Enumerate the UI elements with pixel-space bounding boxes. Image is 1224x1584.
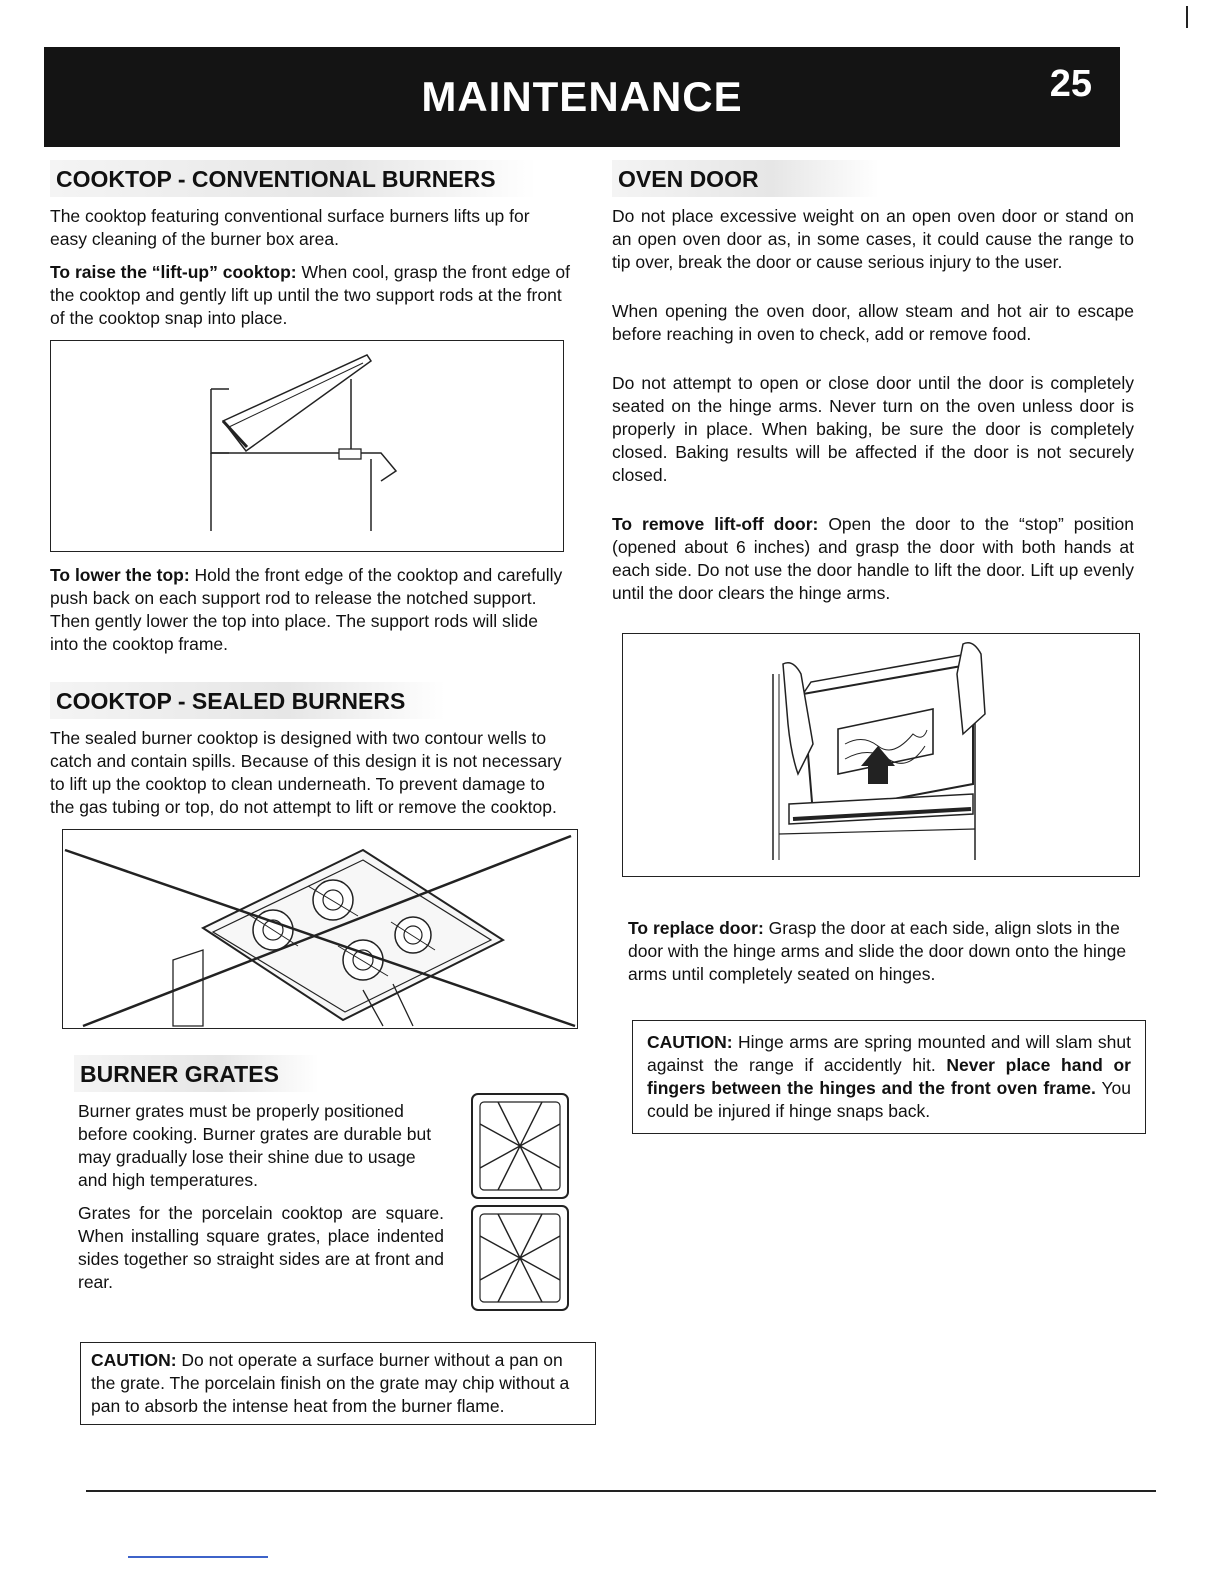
scan-mark [1186,6,1188,28]
page-header [44,47,1120,147]
page-number: 25 [1049,63,1092,105]
heading-oven-door: OVEN DOOR [612,160,879,197]
oven-door-p3: Do not attempt to open or close door until the door is completely seated on the hinge arms. Never turn on the oven unless door is properly in place. When baking, be sure the door is completely closed. Baking results will be affected if the door is not securely closed. [612,373,1134,485]
oven-door-p2: When opening the oven door, allow steam and hot air to escape before reaching in oven to check, add or remove food. [612,301,1134,344]
hinge-caution-box [632,1020,1146,1134]
replace-door-text: Grasp the door at each side, align slots in the door with the hinge arms and slide the door down onto the hinge arms until completely seated on hinges. [628,918,1127,984]
sealed-burners-text: The sealed burner cooktop is designed with two contour wells to catch and contain spills. Because of this design it is not necessary to lift up the cooktop to clean underneath. To prevent damage to the gas tubing or top, do not attempt to lift or remove the cooktop. [50,728,562,817]
lower-top-text: Hold the front edge of the cooktop and carefully push back on each support rod to release the notched support. Then gently lower the top into place. The support rods will slide into the cooktop frame. [50,565,563,654]
footer-accent-line [128,1556,268,1558]
burner-grate-icon [468,1092,572,1314]
oven-door-illustration [622,633,1140,877]
page-title: MAINTENANCE [421,73,743,120]
raise-cooktop-paragraph [50,261,570,330]
grates-text-1: Burner grates must be properly positioned before cooking. Burner grates are durable but may gradually lose their shine due to usage and high temperatures. [78,1101,432,1190]
oven-door-p1: Do not place excessive weight on an open oven door or stand on an open oven door as, in some cases, it could cause the range to tip over, break the door or cause serious injury to the user. [612,206,1134,272]
remove-door-paragraph [612,513,1134,605]
grates-text-2: Grates for the porcelain cooktop are square. When installing square grates, place indented sides together so straight sides are at front and rear. [78,1203,444,1292]
burner-grates-block [78,1100,570,1328]
burner-grates-text [78,1100,444,1294]
lower-top-label: To lower the top: [50,565,190,585]
hinge-caution-label: CAUTION: [647,1032,733,1052]
sealed-cooktop-drawing [63,830,577,1028]
left-column [50,160,570,1425]
sealed-cooktop-illustration [62,829,578,1029]
replace-door-paragraph [628,917,1138,986]
raise-cooktop-label: To raise the “lift-up” cooktop: [50,262,297,282]
replace-door-label: To replace door: [628,918,764,938]
raise-cooktop-text: When cool, grasp the front edge of the cooktop and gently lift up until the two support rods at the front of the cooktop snap into place. [50,262,570,328]
conventional-intro: The cooktop featuring conventional surface burners lifts up for easy cleaning of the burner box area. [50,206,530,249]
remove-door-text: Open the door to the “stop” position (opened about 6 inches) and grasp the door with both hands at each side. Do not use the door handle to lift the door. Lift up evenly until the door clears the hinge arms. [612,514,1135,603]
hinge-caution-warning: Never place hand or fingers between the hinges and the front oven frame. [647,1055,1131,1098]
right-column [612,160,1134,1134]
burner-caution-box [80,1342,596,1425]
heading-burner-grates: BURNER GRATES [74,1055,319,1092]
hinge-caution-text-2: You could be injured if hinge snaps back. [647,1078,1132,1121]
heading-conventional-burners: COOKTOP - CONVENTIONAL BURNERS [50,160,536,197]
lower-top-paragraph [50,564,570,656]
burner-caution-label: CAUTION: [91,1350,177,1370]
lift-up-cooktop-illustration [50,340,564,552]
hinge-caution-text-1: Hinge arms are spring mounted and will slam shut against the range if accidently hit. [647,1032,1131,1075]
remove-door-label: To remove lift-off door: [612,514,819,534]
burner-caution-text: Do not operate a surface burner without a pan on the grate. The porcelain finish on the grate may chip without a pan to absorb the intense heat from the burner flame. [91,1350,570,1416]
lift-up-cooktop-drawing [51,341,563,551]
footer-rule [86,1490,1156,1492]
oven-door-drawing [623,634,1139,876]
heading-sealed-burners: COOKTOP - SEALED BURNERS [50,682,445,719]
